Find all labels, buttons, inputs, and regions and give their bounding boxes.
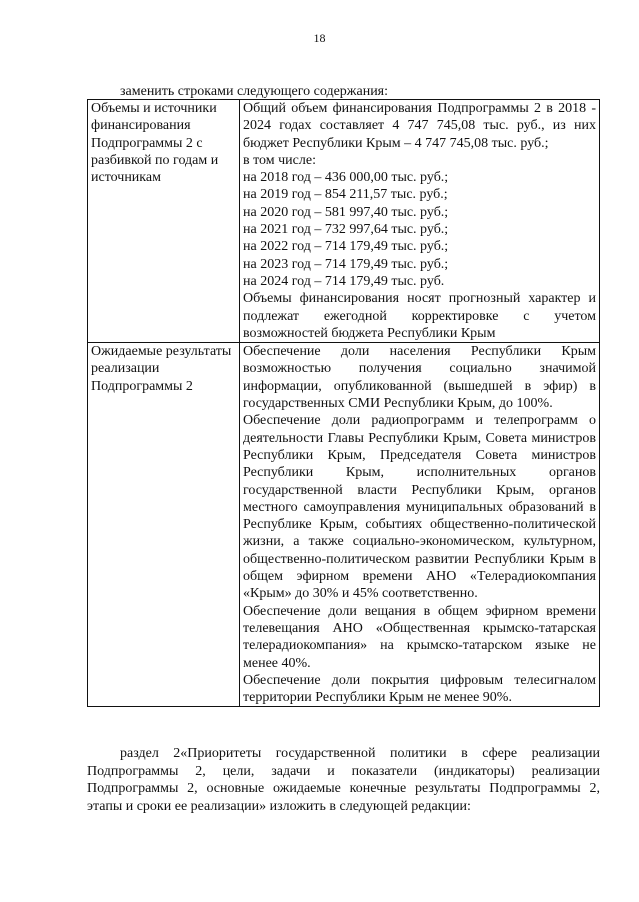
row-label-financing: Объемы и источники финансирования Подпрограммы 2 с разбивкой по годам и источникам xyxy=(88,100,240,343)
financing-year-2019: на 2019 год – 854 211,57 тыс. руб.; xyxy=(243,187,448,203)
row-label-results: Ожидаемые результаты реализации Подпрограммы 2 xyxy=(88,343,240,707)
financing-year-2023: на 2023 год – 714 179,49 тыс. руб.; xyxy=(243,256,449,272)
row-value-results xyxy=(240,343,600,707)
table-row-financing xyxy=(88,100,600,343)
intro-text: заменить строками следующего содержания: xyxy=(120,84,389,99)
section-2-text: раздел 2«Приоритеты государственной политики в сфере реализации Подпрограммы 2, цели, задачи и показатели (индикаторы) реализации Подпрограммы 2, основные ожидаемые конечные результаты Подпрограммы 2, этапы и сроки ее реализации» изложить в следующей редакции: xyxy=(87,746,600,814)
result-item-3: Обеспечение доли вещания в общем эфирном времени телевещания АНО «Общественная крымско-татарская телерадиокомпания» на крымско-татарском языке не менее 40%. xyxy=(243,603,596,671)
result-item-4: Обеспечение доли покрытия цифровым телесигналом территории Республики Крым не менее 90%. xyxy=(243,672,596,706)
financing-note: Объемы финансирования носят прогнозный характер и подлежат ежегодной корректировке с учетом возможностей бюджета Республики Крым xyxy=(243,291,596,341)
financing-year-2020: на 2020 год – 581 997,40 тыс. руб.; xyxy=(243,204,449,220)
passport-table xyxy=(87,99,600,707)
financing-year-2024: на 2024 год – 714 179,49 тыс. руб. xyxy=(243,273,445,289)
result-item-2: Обеспечение доли радиопрограмм и телепрограмм о деятельности Главы Республики Крым, Совета министров Республики Крым, Председателя Совета министров Республики Крым, исполнительных органов государственной власти Республики Крым, органов местного самоуправления муниципальных образований в Республике Крым, событиях общественно-политической жизни, а также социально-экономическом, культурном, общественно-политическом развитии Республики Крым в общем эфирном времени АНО «Телерадиокомпания «Крым» до 30% и 45% соответственно. xyxy=(243,413,596,602)
result-item-1: Обеспечение доли населения Республики Крым возможностью получения социально значимой информации, опубликованной (вышедшей в эфир) в государственных СМИ Республики Крым, до 100%. xyxy=(243,344,596,412)
financing-including: в том числе: xyxy=(243,152,316,168)
financing-year-2021: на 2021 год – 732 997,64 тыс. руб.; xyxy=(243,222,449,238)
table-row-results xyxy=(88,343,600,707)
financing-total: Общий объем финансирования Подпрограммы 2 в 2018 - 2024 годах составляет 4 747 745,08 тыс. руб., из них бюджет Республики Крым – 4 747 745,08 тыс. руб.; xyxy=(243,101,596,151)
row-value-financing xyxy=(240,100,600,343)
financing-year-2018: на 2018 год – 436 000,00 тыс. руб.; xyxy=(243,170,449,186)
page-number: 18 xyxy=(313,31,326,45)
financing-year-2022: на 2022 год – 714 179,49 тыс. руб.; xyxy=(243,239,449,255)
